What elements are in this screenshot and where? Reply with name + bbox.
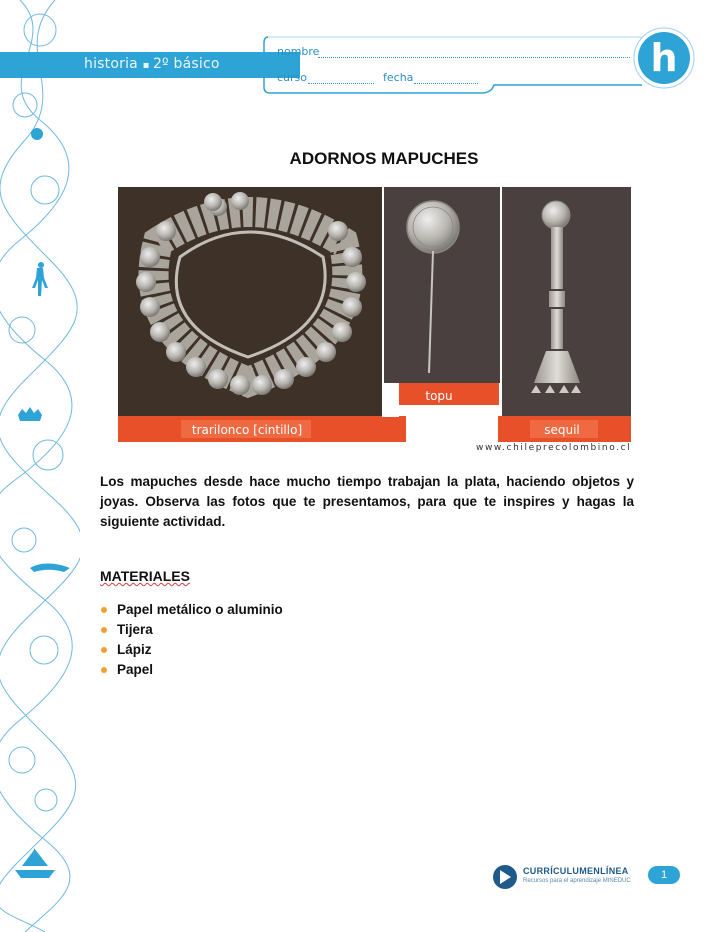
materials-list: [100, 600, 283, 680]
photo-panel: [118, 187, 631, 442]
subject-grade: historia ▪ 2º básico: [84, 56, 220, 72]
list-item: Lápiz: [100, 640, 283, 660]
caption-sequil: sequil: [544, 423, 580, 437]
intro-paragraph: Los mapuches desde hace mucho tiempo trabajan la plata, haciendo objetos y joyas. Observa las fotos que te presentamos, para que te inspires y hagas la siguiente actividad.: [100, 474, 634, 529]
decorative-border: [0, 0, 80, 932]
student-form-frame: [262, 33, 662, 95]
fecha-label: fecha: [383, 71, 414, 84]
curriculum-logo-icon: [492, 864, 518, 890]
footer-tagline: Recursos para el aprendizaje MINEDUC: [523, 878, 631, 884]
history-logo-icon: [633, 27, 695, 89]
materials-heading: MATERIALES: [100, 568, 190, 584]
caption-topu: topu: [425, 389, 453, 403]
nombre-field[interactable]: [318, 56, 630, 58]
photo-credit: www.chileprecolombino.cl: [476, 443, 632, 453]
fecha-field[interactable]: [414, 82, 478, 84]
grade-label: 2º básico: [152, 56, 220, 72]
curso-field[interactable]: [308, 82, 374, 84]
subject-label: historia: [84, 56, 138, 72]
page-title: ADORNOS MAPUCHES: [289, 149, 479, 168]
list-item: Papel metálico o aluminio: [100, 600, 283, 620]
caption-trarilonco: trarilonco [cintillo]: [191, 423, 303, 437]
page-number: 1: [648, 866, 680, 884]
nombre-label: nombre: [277, 45, 320, 58]
footer-brand: CURRÍCULUMENLÍNEA: [523, 866, 629, 876]
list-item: Papel: [100, 660, 283, 680]
logo-letter: h: [650, 36, 678, 80]
curso-label: curso: [277, 71, 308, 84]
list-item: Tijera: [100, 620, 283, 640]
